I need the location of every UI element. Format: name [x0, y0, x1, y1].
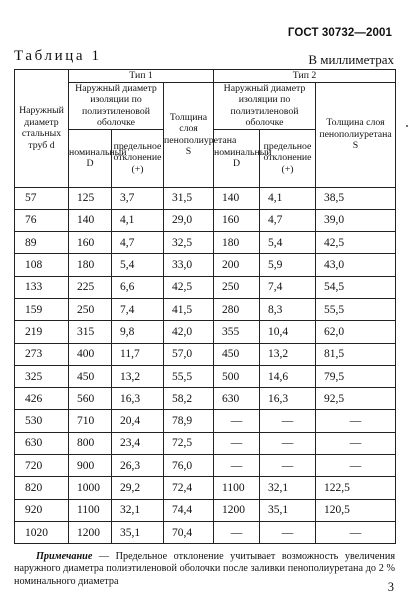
table-row [15, 343, 396, 365]
table-cell: 630 [15, 432, 69, 454]
table-cell: — [260, 455, 316, 477]
table-cell: 35,1 [260, 499, 316, 521]
table-cell: 820 [15, 477, 69, 499]
table-cell: 1200 [69, 521, 112, 543]
table-row [15, 365, 396, 387]
header-outer-diam-type2: Наружный диаметр изоляции по полиэтиленовой оболочке [214, 82, 316, 129]
note-text: — Предельное отклонение учитывает возможность увеличения наружного диаметра полиэтиленовой оболочки после заливки пенополиуретана до 2 % номинального диаметра [14, 551, 396, 587]
table-cell: 5,4 [260, 232, 316, 254]
table-cell: 10,4 [260, 321, 316, 343]
table-cell: — [316, 455, 396, 477]
table-cell: 1100 [214, 477, 260, 499]
table-cell: 160 [69, 232, 112, 254]
table-cell: 250 [69, 298, 112, 320]
table-cell: — [316, 410, 396, 432]
table-cell: — [260, 521, 316, 543]
page-number: 3 [387, 580, 394, 594]
table-cell: 58,2 [164, 388, 214, 410]
table-cell: 1100 [69, 499, 112, 521]
header-type1: Тип 1 [69, 70, 214, 83]
table-cell: 800 [69, 432, 112, 454]
table-cell: 122,5 [316, 477, 396, 499]
table-row [15, 477, 396, 499]
table-note [14, 551, 395, 588]
table-row [15, 388, 396, 410]
table-cell: 23,4 [112, 432, 164, 454]
table-cell: 11,7 [112, 343, 164, 365]
table-cell: 273 [15, 343, 69, 365]
table-cell: — [260, 432, 316, 454]
table-cell: 32,5 [164, 232, 214, 254]
table-cell: 54,5 [316, 276, 396, 298]
table-cell: 57,0 [164, 343, 214, 365]
table-cell: 4,1 [112, 209, 164, 231]
table-cell: 160 [214, 209, 260, 231]
table-row [15, 321, 396, 343]
table-cell: 180 [214, 232, 260, 254]
note-label: Примечание [36, 551, 93, 562]
table-cell: 500 [214, 365, 260, 387]
table-row [15, 276, 396, 298]
table-cell: 42,5 [164, 276, 214, 298]
table-cell: 72,5 [164, 432, 214, 454]
table-cell: — [260, 410, 316, 432]
table-cell: 70,4 [164, 521, 214, 543]
table-cell: 55,5 [316, 298, 396, 320]
table-cell: 62,0 [316, 321, 396, 343]
table-cell: 560 [69, 388, 112, 410]
table-cell: 13,2 [260, 343, 316, 365]
table-row [15, 232, 396, 254]
table-cell: — [214, 432, 260, 454]
table-cell: 3,7 [112, 187, 164, 209]
table-cell: 225 [69, 276, 112, 298]
table-cell: 133 [15, 276, 69, 298]
table-cell: 400 [69, 343, 112, 365]
table-cell: 38,5 [316, 187, 396, 209]
margin-mark [406, 125, 408, 127]
table-row [15, 187, 396, 209]
table-cell: 315 [69, 321, 112, 343]
table-cell: 55,5 [164, 365, 214, 387]
table-cell: 9,8 [112, 321, 164, 343]
table-cell: 710 [69, 410, 112, 432]
table-cell: 450 [214, 343, 260, 365]
table-cell: 180 [69, 254, 112, 276]
table-cell: 219 [15, 321, 69, 343]
table-cell: 43,0 [316, 254, 396, 276]
table-cell: 16,3 [260, 388, 316, 410]
table-cell: 450 [69, 365, 112, 387]
table-row [15, 499, 396, 521]
table-cell: 57 [15, 187, 69, 209]
header-steel-pipe: Наружный диаметр стальных труб d [15, 70, 69, 188]
table-label: Таблица 1 [14, 48, 102, 64]
table-cell: 140 [69, 209, 112, 231]
header-thickness-type1: Толщина слоя пенополиуретана S [164, 82, 214, 187]
table-cell: 29,0 [164, 209, 214, 231]
table-cell: 32,1 [260, 477, 316, 499]
table-cell: 1000 [69, 477, 112, 499]
table-cell: 280 [214, 298, 260, 320]
header-thickness-type2: Толщина слоя пенополиуретана S [316, 82, 396, 187]
table-row [15, 455, 396, 477]
table-cell: 900 [69, 455, 112, 477]
table-cell: 42,0 [164, 321, 214, 343]
table-row [15, 209, 396, 231]
table-cell: 5,9 [260, 254, 316, 276]
table-cell: 33,0 [164, 254, 214, 276]
table-cell: — [214, 455, 260, 477]
table-cell: 4,7 [112, 232, 164, 254]
table-row [15, 432, 396, 454]
header-deviation-type2: предельное отклонение (+) [260, 129, 316, 187]
table-cell: 72,4 [164, 477, 214, 499]
table-row [15, 298, 396, 320]
table-cell: — [214, 521, 260, 543]
table-cell: 76,0 [164, 455, 214, 477]
table-cell: 31,5 [164, 187, 214, 209]
table-cell: 13,2 [112, 365, 164, 387]
header-deviation-type1: предельное отклонение (+) [112, 129, 164, 187]
table-cell: — [214, 410, 260, 432]
table-cell: 79,5 [316, 365, 396, 387]
table-cell: 16,3 [112, 388, 164, 410]
table-cell: 920 [15, 499, 69, 521]
header-type2: Тип 2 [214, 70, 396, 83]
table-cell: 720 [15, 455, 69, 477]
table-cell: 7,4 [260, 276, 316, 298]
header-outer-diam-type1: Наружный диаметр изоляции по полиэтиленовой оболочке [69, 82, 164, 129]
table-cell: 29,2 [112, 477, 164, 499]
table-cell: 355 [214, 321, 260, 343]
header-nominal-type2: номинальный D [214, 129, 260, 187]
table-cell: — [316, 432, 396, 454]
table-cell: 125 [69, 187, 112, 209]
units-label: В миллиметрах [308, 52, 394, 67]
table-cell: 200 [214, 254, 260, 276]
table-cell: 78,9 [164, 410, 214, 432]
table-cell: 530 [15, 410, 69, 432]
table-cell: 1200 [214, 499, 260, 521]
standard-code: ГОСТ 30732—2001 [287, 27, 392, 39]
table-cell: 120,5 [316, 499, 396, 521]
table-cell: 6,6 [112, 276, 164, 298]
table-cell: 42,5 [316, 232, 396, 254]
table-cell: 89 [15, 232, 69, 254]
table-row [15, 254, 396, 276]
table-row [15, 521, 396, 543]
table-cell: 426 [15, 388, 69, 410]
table-cell: 5,4 [112, 254, 164, 276]
table-cell: 7,4 [112, 298, 164, 320]
table-cell: 35,1 [112, 521, 164, 543]
table-cell: 108 [15, 254, 69, 276]
table-cell: 8,3 [260, 298, 316, 320]
table-cell: 325 [15, 365, 69, 387]
table-cell: 4,7 [260, 209, 316, 231]
dimensions-table [14, 69, 396, 544]
table-cell: 74,4 [164, 499, 214, 521]
table-row [15, 410, 396, 432]
table-cell: 1020 [15, 521, 69, 543]
table-cell: 92,5 [316, 388, 396, 410]
table-cell: 39,0 [316, 209, 396, 231]
table-cell: 159 [15, 298, 69, 320]
header-nominal-type1: номинальный D [69, 129, 112, 187]
table-cell: 630 [214, 388, 260, 410]
table-cell: 26,3 [112, 455, 164, 477]
table-cell: 20,4 [112, 410, 164, 432]
table-cell: 250 [214, 276, 260, 298]
table-cell: 76 [15, 209, 69, 231]
table-cell: 81,5 [316, 343, 396, 365]
table-cell: 32,1 [112, 499, 164, 521]
table-cell: — [316, 521, 396, 543]
table-cell: 41,5 [164, 298, 214, 320]
table-cell: 4,1 [260, 187, 316, 209]
table-cell: 140 [214, 187, 260, 209]
table-cell: 14,6 [260, 365, 316, 387]
